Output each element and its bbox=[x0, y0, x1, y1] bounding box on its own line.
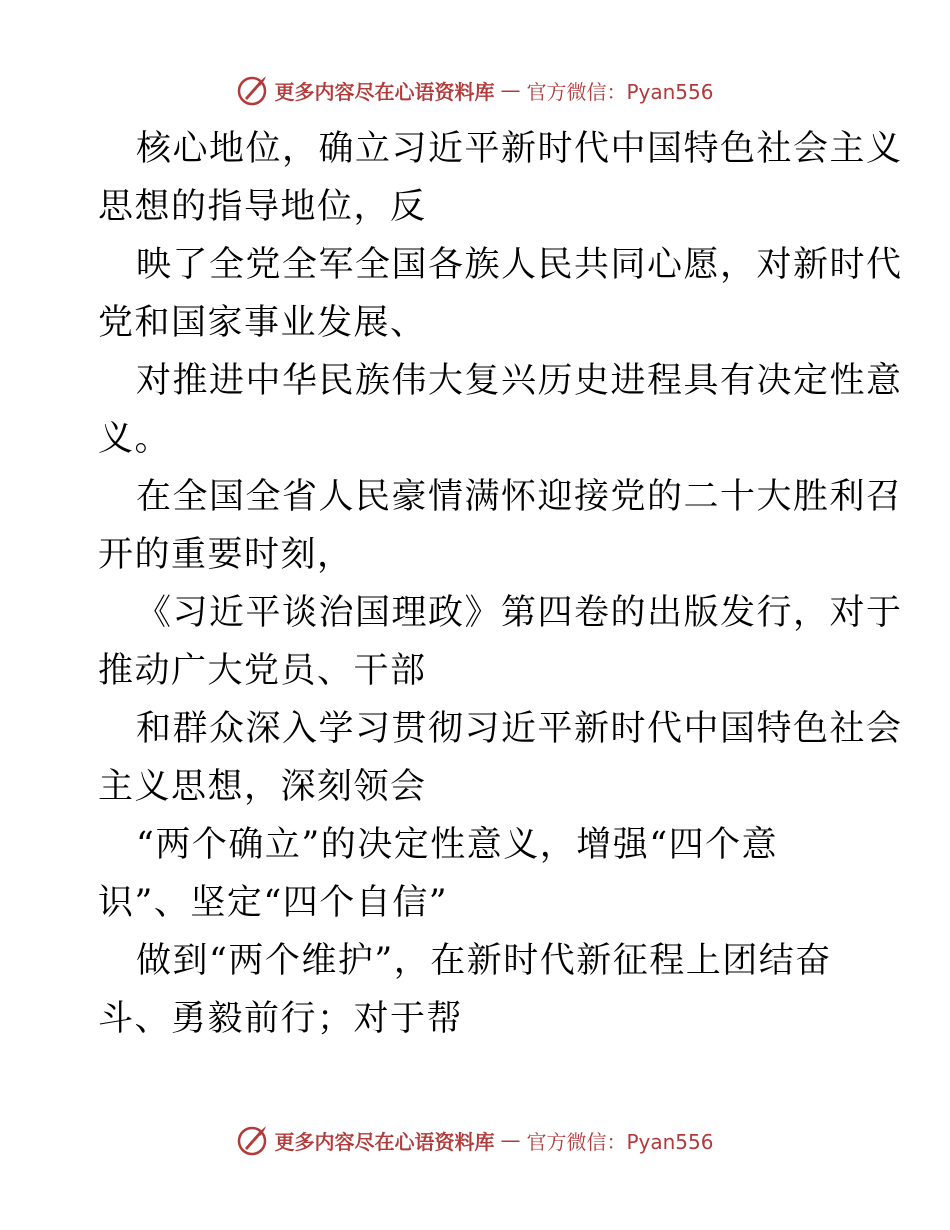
body-line: 《习近平谈治国理政》第四卷的出版发行，对于 bbox=[136, 593, 903, 633]
body-line: 主义思想，深刻领会 bbox=[98, 767, 427, 807]
body-line: 在全国全省人民豪情满怀迎接党的二十大胜利召 bbox=[136, 477, 903, 517]
body-line: 义。 bbox=[98, 419, 172, 459]
footer-banner bbox=[0, 1120, 950, 1160]
footer-banner-dash: — bbox=[500, 1128, 521, 1152]
body-line: 党和国家事业发展、 bbox=[98, 303, 427, 343]
body-line: 识”、坚定“四个自信” bbox=[98, 883, 449, 923]
body-line: 斗、勇毅前行；对于帮 bbox=[98, 999, 464, 1039]
header-banner bbox=[0, 70, 950, 110]
body-line: 思想的指导地位，反 bbox=[98, 187, 427, 227]
quill-logo-icon bbox=[236, 1124, 268, 1156]
document-body bbox=[98, 120, 903, 1048]
header-banner-title: 更多内容尽在心语资料库 bbox=[274, 79, 495, 104]
header-banner-wechat: 官方微信：Pyan556 bbox=[526, 79, 714, 104]
body-line: 映了全党全军全国各族人民共同心愿，对新时代 bbox=[136, 245, 903, 285]
body-line: “两个确立”的决定性意义，增强“四个意 bbox=[136, 825, 779, 865]
body-line: 对推进中华民族伟大复兴历史进程具有决定性意 bbox=[136, 361, 903, 401]
body-line: 核心地位，确立习近平新时代中国特色社会主义 bbox=[136, 129, 903, 169]
body-line: 和群众深入学习贯彻习近平新时代中国特色社会 bbox=[136, 709, 903, 749]
footer-banner-wechat: 官方微信：Pyan556 bbox=[526, 1129, 714, 1154]
body-line: 推动广大党员、干部 bbox=[98, 651, 427, 691]
quill-logo-icon bbox=[236, 74, 268, 106]
header-banner-dash: — bbox=[500, 78, 521, 102]
body-line: 做到“两个维护”，在新时代新征程上团结奋 bbox=[136, 941, 832, 981]
footer-banner-title: 更多内容尽在心语资料库 bbox=[274, 1129, 495, 1154]
body-line: 开的重要时刻， bbox=[98, 535, 354, 575]
